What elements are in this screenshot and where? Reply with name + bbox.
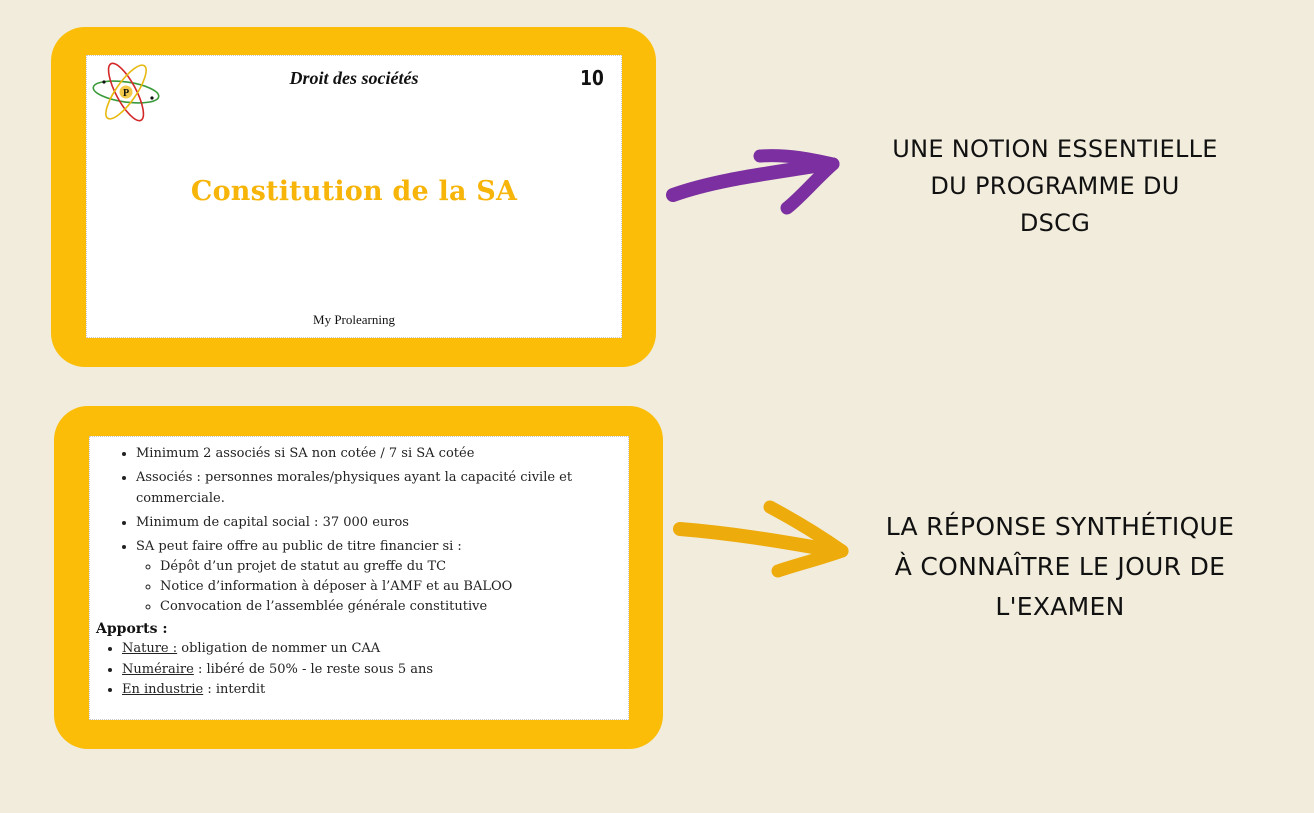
apports-list bbox=[96, 639, 620, 701]
list-item: • Minimum de capital social : 37 000 euros bbox=[136, 512, 620, 533]
apports-heading: Apports : bbox=[96, 621, 168, 637]
card-number: 10 bbox=[580, 66, 604, 90]
apport-text: obligation de nommer un CAA bbox=[177, 641, 381, 656]
card-title: Constitution de la SA bbox=[190, 176, 518, 207]
svg-text:P: P bbox=[122, 88, 130, 99]
sub-list-item: ◦ Convocation de l’assemblée générale constitutive bbox=[160, 597, 620, 617]
arrow-right-icon bbox=[665, 140, 845, 215]
caption-line: À CONNAÎTRE LE JOUR DE bbox=[894, 552, 1226, 581]
caption-bottom bbox=[855, 507, 1265, 627]
apport-term: Nature : bbox=[122, 641, 178, 656]
apport-term: Numéraire bbox=[122, 661, 194, 677]
list-item: • Minimum 2 associés si SA non cotée / 7 si SA cotée bbox=[136, 443, 620, 464]
sub-list-item: ◦ Notice d’information à déposer à l’AMF et au BALOO bbox=[160, 577, 620, 597]
card-subject: Droit des sociétés bbox=[289, 68, 419, 88]
list-item bbox=[122, 639, 620, 660]
caption-line: UNE NOTION ESSENTIELLE bbox=[892, 135, 1218, 163]
caption-top bbox=[860, 131, 1250, 242]
list-item: • Associés : personnes morales/physiques ayant la capacité civile et commerciale. bbox=[136, 467, 620, 509]
list-item-text: SA peut faire offre au public de titre financier si : bbox=[136, 539, 462, 554]
apport-text: : libéré de 50% - le reste sous 5 ans bbox=[193, 661, 434, 677]
list-item bbox=[136, 536, 620, 617]
list-item bbox=[122, 680, 620, 701]
card-footer: My Prolearning bbox=[313, 312, 395, 327]
front-card bbox=[86, 55, 622, 338]
list-item bbox=[122, 660, 620, 681]
caption-line: DU PROGRAMME DU bbox=[930, 172, 1180, 200]
sub-bullet-list bbox=[136, 557, 620, 617]
apport-term: En industrie bbox=[122, 682, 204, 697]
arrow-right-icon bbox=[670, 495, 855, 580]
main-bullet-list bbox=[96, 443, 620, 617]
caption-line: DSCG bbox=[1019, 209, 1091, 237]
caption-line: L'EXAMEN bbox=[995, 592, 1125, 621]
answer-content bbox=[96, 443, 620, 701]
caption-line: LA RÉPONSE SYNTHÉTIQUE bbox=[885, 512, 1235, 541]
sub-list-item: ◦ Dépôt d’un projet de statut au greffe du TC bbox=[160, 557, 620, 577]
back-card bbox=[89, 436, 629, 720]
apport-text: : interdit bbox=[203, 682, 266, 697]
